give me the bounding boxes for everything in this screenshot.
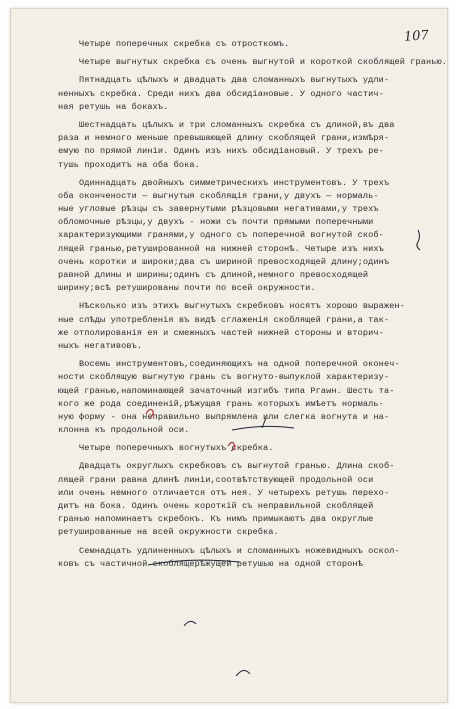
text-line: гранью напоминаетъ скребокъ. Къ нимъ примыкаютъ два округлые: [58, 514, 374, 525]
text-line: ную форму - она неправильно выпрямлена или слегка вогнута и на-: [58, 411, 390, 422]
text-line: раза и немного меньше превышающей длину скоблящей грани,измѣря-: [58, 133, 390, 144]
text-line: Четыре поперечных скребка съ отросткомъ.: [58, 39, 290, 49]
text-line: Шестнадцать цѣлыхъ и три сломанныхъ скребка съ длиной,въ два: [58, 119, 395, 130]
text-line: ширину;всѣ ретушированы почти по всей окружности.: [58, 283, 316, 294]
text-line: клонна къ продольной оси.: [58, 425, 190, 436]
text-line: или очень немного отличается отъ нея. У четырехъ ретушь перехо-: [58, 487, 390, 498]
text-line: обломочные рѣзцы,у двухъ - ножи съ почти прямыми поперечными: [58, 217, 374, 228]
text-line: ющей гранью,напоминающей зачаточный изгибъ типа Ргаwн. Шесть та-: [58, 385, 395, 396]
text-line: очень коротки и широки;два съ шириной превосходящей длину;одинъ: [58, 256, 390, 267]
text-line: дитъ на бока. Одинъ очень короткiй съ неправильной скоблящей: [58, 501, 374, 511]
text-line: Одиннадцать двойныхъ симметрическихъ инструментовъ. У трехъ: [58, 177, 390, 188]
text-line: ненныхъ скребка. Среди нихъ два обсидiановые. У одного частич-: [58, 88, 384, 99]
text-line: Семнадцать удлиненныхъ цѣлыхъ и сломанныхъ ножевидныхъ оскол-: [58, 545, 400, 556]
text-line: ности скоблящую выгнутую грань съ вогнуто-выпуклой характеризу-: [58, 372, 390, 383]
text-line: тушь проходитъ на оба бока.: [58, 159, 200, 170]
text-line: равной длины и ширины;одинъ съ длиной,немного превосходящей: [58, 270, 369, 280]
page-number: 107: [403, 28, 430, 45]
text-line: лящей грани равна длинѣ линiи,соотвѣтствующей продольной оси: [58, 474, 374, 485]
text-line: Пятнадцать цѣлыхъ и двадцать два сломанныхъ выгнутыхъ удли-: [58, 75, 390, 86]
text-line: Нѣсколько изъ этихъ выгнутыхъ скребковъ носятъ хорошо выражен-: [58, 301, 405, 312]
text-line: оба окончености — выгнутыя скоблящiя грани,у двухъ — нормаль-: [58, 190, 379, 201]
text-line: емую по прямой линiи. Одинъ изъ нихъ обсидiановый. У трехъ ре-: [58, 146, 384, 157]
text-line: ные слѣды употребленiя въ видѣ сглаженiя скоблящей грани,а так-: [58, 314, 390, 325]
text-line: ретушированные на всей окружности скребка.: [58, 527, 279, 538]
text-line: ная ретушь на бокахъ.: [58, 101, 169, 112]
text-line: Двадцать округлыхъ скребковъ съ выгнутой гранью. Длина скоб-: [58, 461, 395, 472]
text-line: характеризующими гранями,у одного съ поперечной вогнутой скоб-: [58, 230, 384, 241]
text-line: Четыре выгнутых скребка съ очень выгнутой и короткой скоблящей гранью.: [58, 57, 448, 68]
text-line: ковъ съ частичной скоблящерѣжущей ретушью на одной сторонѣ: [58, 558, 363, 569]
text-line: же отполированiя ея и смежныхъ частей нижней стороны и вторич-: [58, 327, 384, 338]
text-line: кого же рода соединенiй,рѣжущая грань которыхъ имѣетъ нормаль-: [58, 398, 384, 409]
text-line: Восемь инструментовъ,соединяющихъ на одной поперечной оконеч-: [58, 359, 400, 370]
text-line: Четыре поперечныхъ вогнутыхъ скребка.: [58, 443, 274, 454]
text-line: лящей гранью,ретушированной на нижней сторонѣ. Четыре изъ нихъ: [58, 243, 384, 254]
text-line: ные угловые рѣзцы съ завернутыми рѣзцовыми негативами,у трехъ: [58, 204, 379, 215]
text-line: ныхъ негативовъ.: [58, 340, 143, 351]
